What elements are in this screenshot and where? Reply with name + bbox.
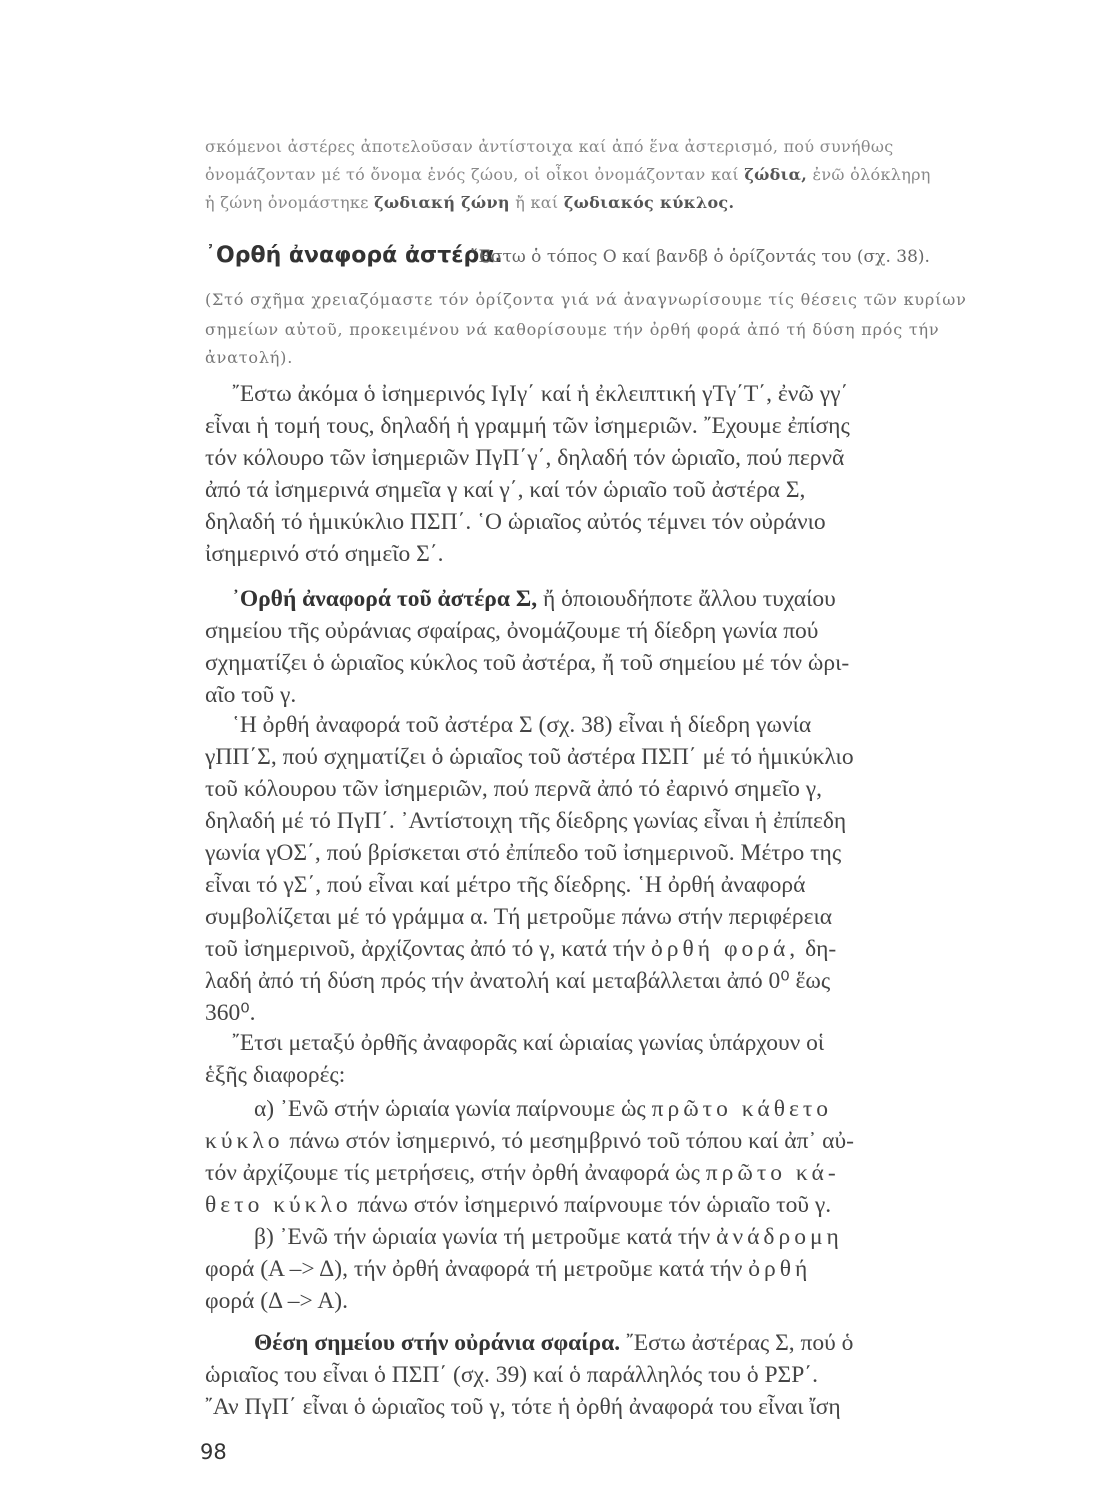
text: ἤ ὁποιουδήποτε ἄλλου τυχαίου <box>537 586 836 612</box>
body-line <box>205 1125 1065 1157</box>
body-line: ἀπό τά ἰσημερινά σημεῖα γ καί γ΄, καί τόν ὡριαῖο τοῦ ἀστέρα Σ, <box>205 477 806 503</box>
body-line: τοῦ κόλουρου τῶν ἰσημεριῶν, πού περνᾶ ἀπό τό ἐαρινό σημεῖο γ, <box>205 776 822 802</box>
body-line: ῎Αν ΠγΠ΄ εἶναι ὁ ὡριαῖος τοῦ γ, τότε ἡ ὀρθή ἀναφορά του εἶναι ἴση <box>205 1394 841 1420</box>
body-line: συμβολίζεται μέ τό γράμμα α. Τή μετροῦμε πάνω στήν περιφέρεια <box>205 904 833 930</box>
term-zodiac-circle: ζωδιακός κύκλος. <box>563 193 735 212</box>
text: ἐνῶ ὁλόκληρη <box>807 165 931 184</box>
body-line: ῎Ετσι μεταξύ ὀρθῆς ἀναφορᾶς καί ὡριαίας γωνίας ὑπάρχουν οἱ <box>232 1030 825 1056</box>
term-right-ascension: ᾿Ορθή ἀναφορά τοῦ ἀστέρα Σ, <box>232 586 538 612</box>
text: πάνω στόν ἰσημερινό, τό μεσημβρινό τοῦ τόπου καί ἀπ᾿ αὐ- <box>283 1128 854 1154</box>
spaced-term: θετο κύκλο <box>205 1192 352 1218</box>
body-line <box>254 1221 1106 1253</box>
body-line: ῾Η ὀρθή ἀναφορά τοῦ ἀστέρα Σ (σχ. 38) εἶναι ἡ δίεδρη γωνία <box>232 712 812 738</box>
body-line <box>205 1189 1065 1221</box>
body-line: εἶναι τό γΣ΄, πού εἶναι καί μέτρο τῆς δίεδρης. ῾Η ὀρθή ἀναφορά <box>205 872 806 898</box>
note-line: ἀνατολή). <box>205 348 294 367</box>
text: τοῦ ἰσημερινοῦ, ἀρχίζοντας ἀπό τό γ, κατά τήν <box>205 936 652 962</box>
body-line: σημείου τῆς οὐράνιας σφαίρας, ὀνομάζουμε τή δίεδρη γωνία πού <box>205 618 819 644</box>
body-line: ὡριαῖος του εἶναι ὁ ΠΣΠ΄ (σχ. 39) καί ὁ παράλληλός του ὁ ΡΣΡ΄. <box>205 1362 818 1388</box>
body-line: τόν κόλουρο τῶν ἰσημεριῶν ΠγΠ΄γ΄, δηλαδή τόν ὡριαῖο, πού περνᾶ <box>205 445 845 471</box>
body-line: λαδή ἀπό τή δύση πρός τήν ἀνατολή καί μεταβάλλεται ἀπό 0⁰ ἕως <box>205 968 831 994</box>
body-line: εἶναι ἡ τομή τους, δηλαδή ἡ γραμμή τῶν ἰσημεριῶν. ῎Εχουμε ἐπίσης <box>205 413 850 439</box>
section-heading: ᾿Ορθή ἀναφορά ἀστέρα. <box>205 243 503 268</box>
body-line <box>254 1327 1106 1359</box>
text: α) ᾿Ενῶ στήν ὡριαία γωνία παίρνουμε ὡς <box>254 1096 652 1122</box>
text: ῎Εστω ἀστέρας Σ, πού ὁ <box>620 1330 854 1356</box>
body-line: δηλαδή τό ἡμικύκλιο ΠΣΠ΄. ῾Ο ὡριαῖος αὐτός τέμνει τόν οὐράνιο <box>205 509 826 535</box>
heading-text: ῎Εστω ὁ τόπος Ο καί βανδβ ὁ ὁρίζοντάς του (σχ. 38). <box>470 247 930 267</box>
body-line: ἰσημερινό στό σημεῖο Σ΄. <box>205 541 444 567</box>
body-line: αῖο τοῦ γ. <box>205 682 297 708</box>
body-line <box>205 1253 1065 1285</box>
text: τόν ἀρχίζουμε τίς μετρήσεις, στήν ὀρθή ἀναφορά ὡς <box>205 1160 706 1186</box>
spaced-term: πρῶτο κά- <box>705 1160 840 1186</box>
intro-line <box>205 165 931 184</box>
spaced-term: ὀρθή φορά, <box>651 936 800 962</box>
text: δη- <box>799 936 837 962</box>
spaced-term: ὀρθή <box>748 1256 812 1282</box>
term-position: Θέση σημείου στήν οὐράνια σφαίρα. <box>254 1330 621 1356</box>
text: ὀνομάζονταν μέ τό ὄνομα ἑνός ζώου, οἱ οἶκοι ὀνομάζονταν καί <box>205 165 745 184</box>
note-line: σημείων αὐτοῦ, προκειμένου νά καθορίσουμε τήν ὀρθή φορά ἀπό τή δύση πρός τήν <box>205 320 940 339</box>
spaced-term: πρῶτο κάθετο <box>651 1096 833 1122</box>
text: ἡ ζώνη ὀνομάστηκε <box>205 193 375 212</box>
intro-line <box>205 137 893 156</box>
note-line: (Στό σχῆμα χρειαζόμαστε τόν ὁρίζοντα γιά νά ἀναγνωρίσουμε τίς θέσεις τῶν κυρίων <box>205 290 967 309</box>
body-line: γωνία γΟΣ΄, πού βρίσκεται στό ἐπίπεδο τοῦ ἰσημερινοῦ. Μέτρο της <box>205 840 842 866</box>
body-line <box>205 1157 1065 1189</box>
body-line <box>254 1093 1106 1125</box>
text: πάνω στόν ἰσημερινό παίρνουμε τόν ὡριαῖο τοῦ γ. <box>351 1192 832 1218</box>
text: σκόμενοι ἀστέρες ἀποτελοῦσαν ἀντίστοιχα καί ἀπό ἕνα ἀστερισμό, πού συνήθως <box>205 137 894 156</box>
page-number: 98 <box>200 1440 227 1464</box>
body-line: ἑξῆς διαφορές: <box>205 1062 346 1088</box>
body-line: γΠΠ΄Σ, πού σχηματίζει ὁ ὡριαῖος τοῦ ἀστέρα ΠΣΠ΄ μέ τό ἡμικύκλιο <box>205 744 854 770</box>
intro-line <box>205 193 734 212</box>
body-line: ῎Εστω ἀκόμα ὁ ἰσημερινός ΙγΙγ΄ καί ἡ ἐκλειπτική γΤγ΄Τ΄, ἐνῶ γγ΄ <box>232 381 849 407</box>
spaced-term: ἀνάδρομη <box>716 1224 843 1250</box>
text: ἤ καί <box>509 193 564 212</box>
body-line <box>232 583 1092 615</box>
term-zodia: ζώδια, <box>744 165 808 184</box>
term-zodiac-zone: ζωδιακή ζώνη <box>374 193 510 212</box>
body-line: φορά (Δ –> Α). <box>205 1288 348 1314</box>
spaced-term: κύκλο <box>205 1128 284 1154</box>
body-line <box>205 933 1065 965</box>
body-line: 360⁰. <box>205 1000 256 1026</box>
body-line: σχηματίζει ὁ ὡριαῖος κύκλος τοῦ ἀστέρα, ἤ τοῦ σημείου μέ τόν ὡρι- <box>205 650 850 676</box>
text: φορά (Α –> Δ), τήν ὀρθή ἀναφορά τή μετροῦμε κατά τήν <box>205 1256 749 1282</box>
text: β) ᾿Ενῶ τήν ὡριαία γωνία τή μετροῦμε κατά τήν <box>254 1224 717 1250</box>
body-line: δηλαδή μέ τό ΠγΠ΄. ᾿Αντίστοιχη τῆς δίεδρης γωνίας εἶναι ἡ ἐπίπεδη <box>205 808 847 834</box>
